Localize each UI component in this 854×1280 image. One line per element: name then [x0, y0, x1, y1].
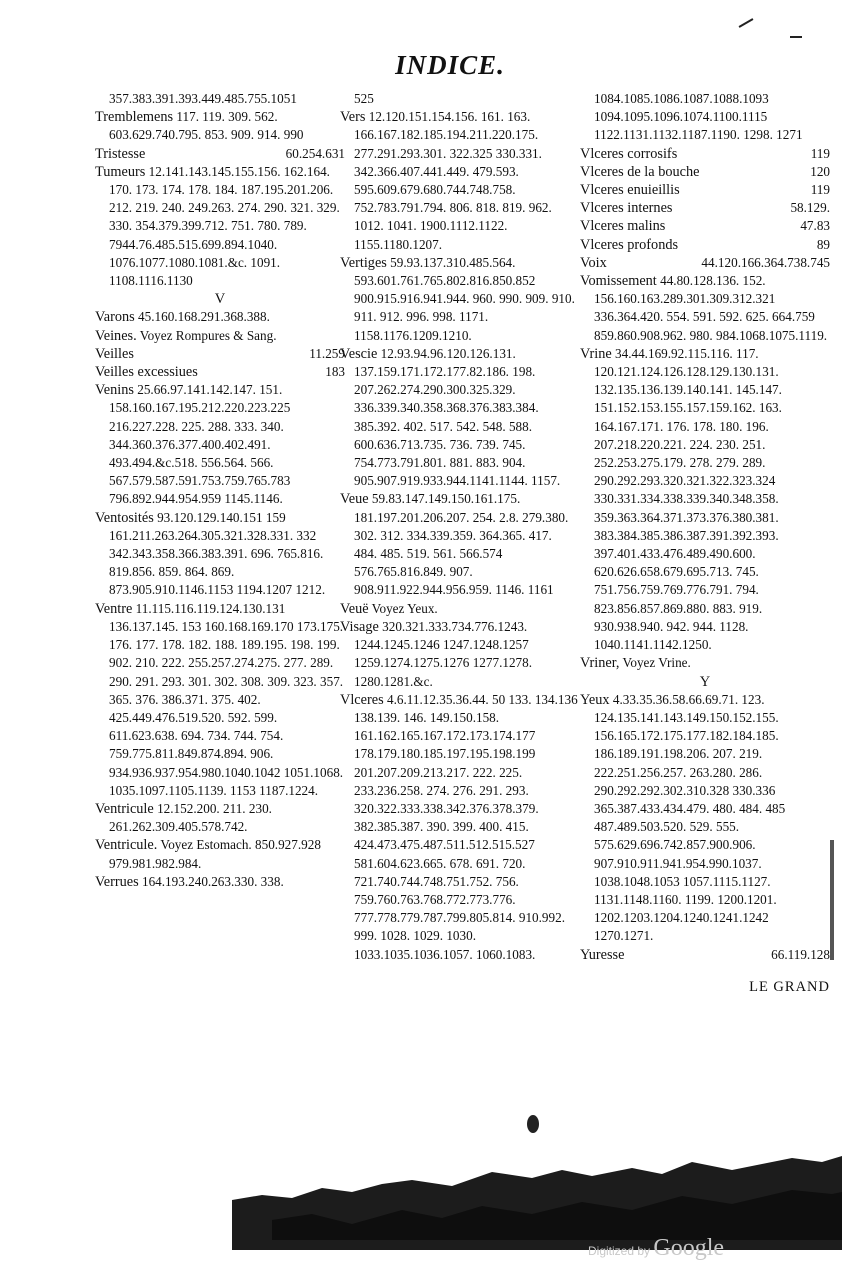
- entry-term: Tumeurs: [95, 163, 146, 180]
- entry-pages: 119: [810, 182, 830, 198]
- entry-term: Vlceres de la bouche: [580, 163, 700, 180]
- index-entry: [95, 600, 345, 800]
- entry-term: Voix: [580, 254, 607, 271]
- entry-term: Vertiges: [340, 254, 387, 271]
- index-entry: [95, 800, 345, 836]
- entry-term: Vers: [340, 109, 366, 126]
- entry-pages: 45.160.168.291.368.388.: [138, 309, 270, 325]
- entry-term: Yuresse: [580, 946, 625, 963]
- entry-pages: 12.152.200. 211. 230. 261.262.309.405.578.742.: [109, 800, 272, 835]
- index-column-middle: [340, 90, 578, 964]
- entry-pages: 4.6.11.12.35.36.44. 50 133. 134.136 138.139. 146. 149.150.158. 161.162.165.167.172.173.174.177 178.179.180.185.197.195.198.199 201.207.209.213.217. 222. 225. 233.236.258. 274. 276. 291. 293. 320.322.333.338.342.376.378.379. 382.385.387. 390. 399. 400. 415. 424.473.475.487.511.512.515.527 581.604.623.665. 678. 691. 720. 721.740.744.748.751.752. 756. 759.760.763.768.772.773.776. 777.778.779.787.799.805.814. 910.992. 999. 1028. 1029. 1030. 1033.1035.1036.1057. 1060.1083.: [354, 691, 578, 962]
- index-entry: [95, 145, 345, 163]
- entry-term: Vescie: [340, 345, 378, 362]
- entry-term: Varons: [95, 309, 135, 326]
- index-entry: [340, 254, 578, 345]
- entry-pages: 93.120.129.140.151 159 161.211.263.264.305.321.328.331. 332 342.343.358.366.383.391. 696. 765.816. 819.856. 859. 864. 869. 873.905.910.1146.1153 1194.1207 1212.: [109, 509, 326, 598]
- entry-term: Tremblemens: [95, 109, 174, 126]
- entry-pages: 66.119.128: [771, 946, 830, 962]
- watermark-brand: Google: [653, 1235, 725, 1261]
- index-column-left: [95, 90, 345, 891]
- entry-term: Visage: [340, 618, 379, 635]
- index-entry: [580, 199, 830, 217]
- entry-term: Vlceres malins: [580, 218, 666, 235]
- entry-pages: 60.254.631: [285, 145, 345, 161]
- index-entry: [95, 381, 345, 508]
- entry-pages: 357.383.391.393.449.485.755.1051: [109, 91, 297, 106]
- ink-blot: [527, 1115, 539, 1133]
- entry-term: Verrues: [95, 873, 139, 890]
- index-entry: [340, 618, 578, 691]
- index-entry: [340, 490, 578, 599]
- entry-pages: 12.120.151.154.156. 161. 163. 166.167.182.185.194.211.220.175. 277.291.293.301. 322.325 330.331. 342.366.407.441.449. 479.593. 595.609.679.680.744.748.758. 752.783.791.794. 806. 818. 819. 962. 1012. 1041. 1900.1112.1122. 1155.1180.1207.: [354, 109, 552, 252]
- watermark-prefix: Digitized by: [588, 1244, 651, 1258]
- entry-pages: 25.66.97.141.142.147. 151. 158.160.167.195.212.220.223.225 216.227.228. 225. 288. 333. 340. 344.360.376.377.400.402.491. 493.494.&c.518. 556.564. 566. 567.579.587.591.753.759.765.783 796.892.944.954.959 1145.1146.: [109, 382, 291, 507]
- index-entry: [580, 691, 830, 946]
- index-entry: [580, 90, 830, 145]
- entry-term: Veilles excessiues: [95, 364, 198, 381]
- entry-pages: Voyez Rompures & Sang.: [139, 327, 277, 343]
- entry-term: Vlceres profonds: [580, 236, 679, 253]
- entry-term: Ventre: [95, 600, 133, 617]
- entry-pages: 58.129.: [790, 200, 830, 216]
- entry-pages: 12.93.94.96.120.126.131. 137.159.171.172.177.82.186. 198. 207.262.274.290.300.325.329. 336.339.340.358.368.376.383.384. 385.392. 402. 517. 542. 548. 588. 600.636.713.735. 736. 739. 745. 754.773.791.801. 881. 883. 904. 905.907.919.933.944.1141.1144. 1157.: [354, 345, 561, 489]
- entry-pages: Voyez Vrine.: [622, 655, 691, 671]
- entry-pages: 59.83.147.149.150.161.175. 181.197.201.206.207. 254. 2.8. 279.380. 302. 312. 334.339.359. 364.365. 417. 484. 485. 519. 561. 566.574 576.765.816.849. 907. 908.911.922.944.956.959. 1146. 1161: [354, 491, 569, 598]
- index-entry: [340, 90, 578, 108]
- entry-pages: Voyez Estomach. 850.927.928 979.981.982.984.: [109, 837, 321, 871]
- index-entry: [95, 345, 345, 363]
- index-entry: [580, 236, 830, 254]
- entry-term: Vlceres corrosifs: [580, 145, 678, 162]
- entry-term: Ventricule: [95, 800, 154, 817]
- entry-term: Vomissement: [580, 273, 657, 290]
- scan-mark: [739, 18, 754, 28]
- index-entry: [580, 946, 830, 964]
- entry-term: Venins: [95, 382, 134, 399]
- entry-pages: 12.141.143.145.155.156. 162.164. 170. 173. 174. 178. 184. 187.195.201.206. 212. 219. 240. 249.263. 274. 290. 321. 329. 330. 354.379.399.712. 751. 780. 789. 7944.76.485.515.699.894.1040. 1076.1077.1080.1081.&c. 1091. 1108.1116.1130: [109, 163, 340, 289]
- entry-term: Vriner,: [580, 655, 620, 672]
- entry-pages: 117. 119. 309. 562. 603.629.740.795. 853. 909. 914. 990: [109, 109, 304, 143]
- entry-pages: 89: [816, 236, 830, 252]
- digitized-watermark: [588, 1235, 724, 1262]
- entry-pages: 34.44.169.92.115.116. 117. 120.121.124.126.128.129.130.131. 132.135.136.139.140.141. 145.147. 151.152.153.155.157.159.162. 163. 164.167.171. 176. 178. 180. 196. 207.218.220.221. 224. 230. 251. 252.253.275.179. 278. 279. 289. 290.292.293.320.321.322.323.324 330.331.334.338.339.340.348.358. 359.363.364.371.373.376.380.381. 383.384.385.386.387.391.392.393. 397.401.433.476.489.490.600. 620.626.658.679.695.713. 745. 751.756.759.769.776.791. 794. 823.856.857.869.880. 883. 919. 930.938.940. 942. 944. 1128. 1040.1141.1142.1250.: [594, 345, 782, 653]
- index-entry: [580, 254, 830, 272]
- entry-pages: 44.80.128.136. 152. 156.160.163.289.301.309.312.321 336.364.420. 554. 591. 592. 625. 664.759 859.860.908.962. 980. 984.1068.1075.1119.: [594, 273, 828, 343]
- index-entry: [95, 90, 345, 108]
- index-entry: [95, 509, 345, 600]
- section-letter: V: [214, 291, 226, 308]
- entry-pages: 183: [325, 364, 345, 380]
- entry-term: Vlceres enuieillis: [580, 182, 680, 199]
- entry-pages: 119: [810, 145, 830, 161]
- entry-term: Veines.: [95, 327, 137, 344]
- scan-mark: [830, 840, 834, 960]
- entry-pages: 1084.1085.1086.1087.1088.1093 1094.1095.1096.1074.1100.1115 1122.1131.1132.1187.1190. 1298. 1271: [594, 91, 803, 143]
- page-edge-shadow: [232, 1140, 842, 1250]
- index-entry: [340, 600, 578, 618]
- entry-term: Vrine: [580, 345, 612, 362]
- scan-mark: [790, 36, 802, 38]
- index-entry: [95, 836, 345, 872]
- entry-pages: 47.83: [800, 218, 830, 234]
- entry-pages: 44.120.166.364.738.745: [701, 254, 830, 270]
- index-entry: [580, 217, 830, 235]
- index-entry: [580, 163, 830, 181]
- entry-pages: 11.259: [309, 345, 345, 361]
- entry-term: Veuë: [340, 600, 369, 617]
- index-entry: [95, 163, 345, 290]
- index-entry: [580, 181, 830, 199]
- index-column-right: [580, 90, 830, 1011]
- index-entry: [340, 691, 578, 964]
- index-entry: [340, 345, 578, 491]
- index-entry: [580, 145, 830, 163]
- catchword: LE GRAND: [749, 979, 830, 996]
- entry-pages: 4.33.35.36.58.66.69.71. 123. 124.135.141.143.149.150.152.155. 156.165.172.175.177.182.184.185. 186.189.191.198.206. 207. 219. 222.251.256.257. 263.280. 286. 290.292.292.302.310.328 330.336 365.387.433.434.479. 480. 484. 485 487.489.503.520. 529. 555. 575.629.696.742.857.900.906. 907.910.911.941.954.990.1037. 1038.1048.1053 1057.1115.1127. 1131.1148.1160. 1199. 1200.1201. 1202.1203.1204.1240.1241.1242 1270.1271.: [594, 691, 786, 944]
- entry-term: Ventricule.: [95, 837, 158, 854]
- index-entry: [95, 108, 345, 144]
- entry-term: Vlceres internes: [580, 200, 673, 217]
- entry-term: Yeux: [580, 691, 610, 708]
- index-entry: [580, 272, 830, 345]
- page-title: INDICE.: [395, 50, 505, 80]
- entry-pages: 120: [810, 163, 830, 179]
- entry-pages: 320.321.333.734.776.1243. 1244.1245.1246 1247.1248.1257 1259.1274.1275.1276 1277.1278. 1280.1281.&c.: [354, 618, 533, 689]
- section-letter: Y: [699, 673, 711, 690]
- entry-pages: 525: [354, 91, 374, 106]
- index-entry: [95, 327, 345, 345]
- entry-term: Veue: [340, 491, 369, 508]
- index-entry: [340, 108, 578, 254]
- index-entry: [95, 308, 345, 326]
- entry-pages: 164.193.240.263.330. 338.: [141, 873, 284, 889]
- index-entry: [580, 345, 830, 654]
- entry-term: Ventosités: [95, 509, 154, 526]
- entry-term: Veilles: [95, 345, 134, 362]
- entry-pages: 11.115.116.119.124.130.131 136.137.145. 153 160.168.169.170 173.175. 176. 177. 178. 182. 188. 189.195. 198. 199. 902. 210. 222. 255.257.274.275. 277. 289. 290. 291. 293. 301. 302. 308. 309. 323. 357. 365. 376. 386.371. 375. 402. 425.449.476.519.520. 592. 599. 611.623.638. 694. 734. 744. 754. 759.775.811.849.874.894. 906. 934.936.937.954.980.1040.1042 1051.1068. 1035.1097.1105.1139. 1153 1187.1224.: [109, 600, 344, 798]
- entry-term: Tristesse: [95, 145, 146, 162]
- entry-pages: Voyez Yeux.: [371, 600, 438, 616]
- entry-term: Vlceres: [340, 691, 384, 708]
- index-entry: [95, 873, 345, 891]
- entry-pages: 59.93.137.310.485.564. 593.601.761.765.802.816.850.852 900.915.916.941.944. 960. 990. 909. 910. 911. 912. 996. 998. 1171. 1158.1176.1209.1210.: [354, 254, 575, 343]
- index-entry: [95, 363, 345, 381]
- index-entry: [580, 654, 830, 672]
